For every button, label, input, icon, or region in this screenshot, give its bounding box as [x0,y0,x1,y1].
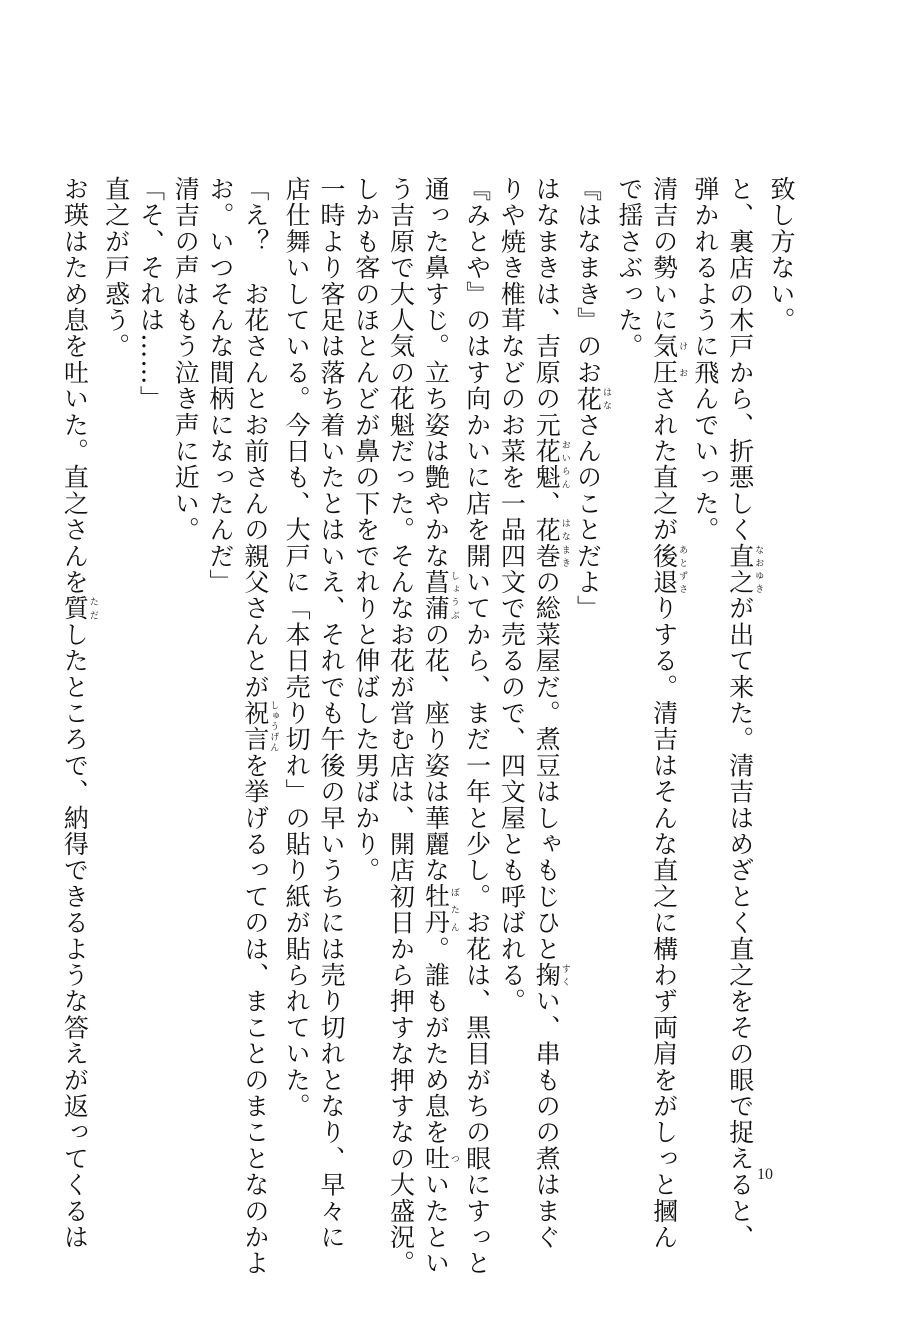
text-run: 「そ、それは……」 [136,176,166,412]
text-line [722,176,764,1251]
text-line [687,176,722,1156]
ruby-annotated-word [649,542,688,596]
text-run: りや焼き椎茸などのお菜を一品四文で売るので、四文屋とも呼ばれる。 [497,176,527,1015]
text-run: 一時より客足は落ち着いたとはいえ、それでも午後の早いうちには売り切れとなり、早々に [316,176,346,1251]
text-run: さんのことだよ」 [573,411,603,622]
text-line [494,176,529,1156]
text-line [167,176,202,1156]
text-run: 弾かれるように飛んでいった。 [690,176,720,543]
text-line [57,176,98,1251]
text-run: を挙げるってのは、まことのまことなのかよ [240,752,270,1277]
ruby-reading: ただ [87,595,98,622]
text-line [313,176,348,1251]
ruby-base: 花巻 [532,516,562,570]
text-run: 、 [532,490,562,517]
ruby-reading: しょうぶ [448,569,459,622]
ruby-base: 牡丹 [421,883,451,936]
text-run: の花、座り姿は華麗な [421,621,451,884]
text-run: 「え？ お花さんとお前さんの親父さんとが [240,176,270,700]
ruby-annotated-word [649,333,688,386]
text-run: の総菜屋だ。煮豆はしゃもじひと [532,569,562,963]
ruby-base: 祝言 [240,700,270,753]
ruby-base: 直之 [725,542,755,596]
text-run: したところで、納得できるような答えが返ってくるは [60,621,90,1251]
ruby-base: 気圧 [649,333,679,386]
ruby-reading: けお [677,333,688,386]
text-run: 『はなまき』のお [573,176,603,386]
text-line [611,176,646,1156]
text-run: が出て来た。清吉はめざとく直之をその眼で捉えると、 [725,595,755,1251]
ruby-base: 吐 [421,1145,451,1172]
text-run: 清吉の勢いに [649,176,679,334]
text-run: い、串ものの煮はまぐ [532,988,562,1251]
text-run: いたとい [421,1171,451,1277]
text-line [763,176,798,1156]
ruby-reading: あとずさ [677,542,688,596]
text-run: で揺さぶった。 [614,176,644,360]
text-line [133,176,168,1156]
text-run: 直之が戸惑う。 [101,176,131,360]
ruby-base: 質 [60,595,90,622]
text-line [348,176,383,1156]
text-line [278,176,313,1156]
ruby-base: 後退 [649,542,679,596]
ruby-annotated-word [421,569,459,622]
text-run: う吉原で大人気の花魁だった。そんなお花が営む店は、開店初日から押すな押すなの大盛況。 [386,176,416,1277]
text-run: 致し方ない。 [767,176,796,334]
ruby-reading: おいらん [559,438,570,491]
text-line [383,176,418,1277]
ruby-annotated-word [532,516,570,570]
text-line [418,176,459,1277]
ruby-reading: はなまき [559,516,570,570]
ruby-base: 花 [573,385,603,412]
text-run: 店仕舞いしている。今日も、大戸に「本日売り切れ」の貼り紙が貼られていた。 [282,176,312,1120]
ruby-annotated-word [532,438,570,491]
text-run: はなまきは、吉原の元 [532,176,562,438]
ruby-reading: つ [448,1145,459,1172]
text-run: 通った鼻すじ。立ち姿は艶やかな [421,176,451,569]
ruby-annotated-word [421,883,459,936]
text-line [528,176,570,1251]
text-line [98,176,133,1156]
ruby-annotated-word [725,542,764,596]
ruby-reading: すく [559,962,570,989]
ruby-reading: しゅうげん [268,700,279,753]
text-line [202,176,237,1156]
text-line [459,176,494,1277]
ruby-annotated-word [532,962,570,989]
text-run: 『みとや』のはす向かいに店を開いてから、まだ一年と少し。お花は、黒目がちの眼にすっと [462,176,492,1277]
text-run: りする。清吉はそんな直之に構わず両肩をがしっと摑ん [649,595,679,1251]
text-line [646,176,688,1251]
ruby-annotated-word [60,595,98,622]
text-line [237,176,279,1277]
text-run: と、裏店の木戸から、折悪しく [725,176,755,543]
ruby-base: 掬 [532,962,562,989]
page-number: 10 [757,1166,773,1183]
ruby-annotated-word [421,1145,459,1172]
text-run: 清吉の声はもう泣き声に近い。 [171,176,201,543]
ruby-base: 花魁 [532,438,562,491]
text-run: お瑛はため息を吐いた。直之さんを [60,176,90,596]
text-run: 。誰もがため息を [421,935,451,1146]
ruby-reading: なおゆき [753,542,764,596]
ruby-annotated-word [240,700,279,753]
ruby-reading: ぼたん [448,883,459,936]
text-run: しかも客のほとんどが鼻の下をでれりと伸ばした男ばかり。 [351,176,381,884]
ruby-annotated-word [573,385,612,412]
text-run: お。いつそんな間柄になったんだ」 [206,176,236,596]
text-run: された直之が [649,385,679,543]
ruby-reading: はな [601,385,612,412]
ruby-base: 菖蒲 [421,569,451,622]
text-line [570,176,611,1156]
